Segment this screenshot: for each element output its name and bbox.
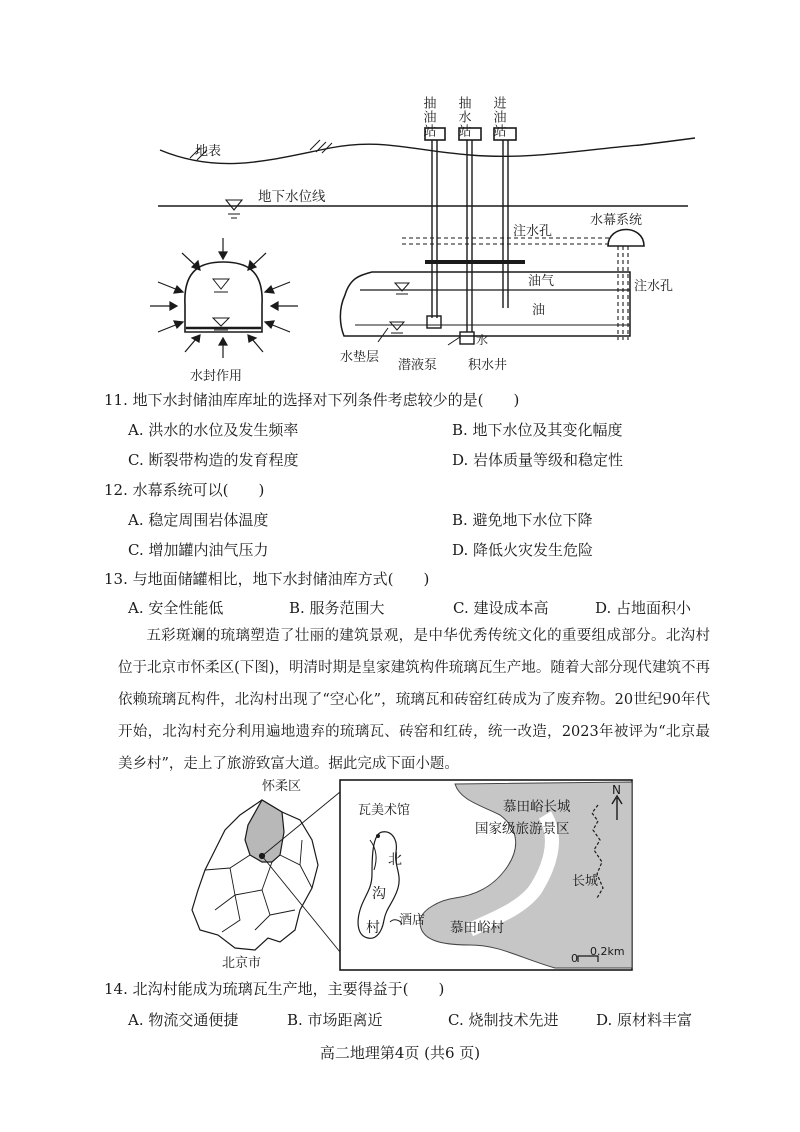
water-pump-station-label: 抽水站 xyxy=(455,96,471,138)
q12-stem: 12. 水幕系统可以( ) xyxy=(104,481,265,499)
oil-in-station-label: 进油站 xyxy=(490,96,506,138)
q11-option-c[interactable]: C. 断裂带构造的发育程度 xyxy=(128,451,299,469)
q13-option-d[interactable]: D. 占地面积小 xyxy=(595,599,692,617)
q14-option-b[interactable]: B. 市场距离近 xyxy=(287,1011,383,1029)
water-curtain-label: 水幕系统 xyxy=(590,213,643,228)
q12-option-d[interactable]: D. 降低火灾发生危险 xyxy=(452,541,594,559)
q13-option-c[interactable]: C. 建设成本高 xyxy=(453,599,549,617)
q14-option-a[interactable]: A. 物流交通便捷 xyxy=(128,1011,239,1029)
passage-body: 五彩斑斓的琉璃塑造了壮丽的建筑景观，是中华优秀传统文化的重要组成部分。北沟村位于北京市怀柔区(下图)，明清时期是皇家建筑构件琉璃瓦生产地。随着大部分现代建筑不再依赖琉璃瓦构件，北沟村出现了“空心化”，琉璃瓦和砖窑红砖成为了废弃物。20世纪90年代开始，北沟村充分利用遍地遗弃的琉璃瓦、砖窑和红砖，统一改造，2023年被评为“北京最美乡村”，走上了旅游致富大道。据此完成下面小题。 xyxy=(118,628,710,772)
q13-option-a[interactable]: A. 安全性能低 xyxy=(128,599,224,617)
water-seal-label: 水封作用 xyxy=(190,369,243,384)
scenic-label-2: 国家级旅游景区 xyxy=(475,821,570,837)
oil-pump-station-label: 抽油站 xyxy=(420,96,436,138)
scale-zero-label: 0 xyxy=(571,952,578,965)
bei-label: 北 xyxy=(388,852,402,868)
q14-stem: 14. 北沟村能成为琉璃瓦生产地，主要得益于( ) xyxy=(104,980,445,998)
ground-surface-line xyxy=(160,138,695,164)
injection-hole-horizontal xyxy=(402,238,612,244)
q13-option-b[interactable]: B. 服务范围大 xyxy=(289,599,385,617)
beijing-label: 北京市 xyxy=(222,956,262,971)
submersible-pump-label: 潜液泵 xyxy=(398,358,438,373)
sump-well-box xyxy=(460,332,474,344)
q11-option-d[interactable]: D. 岩体质量等级和稳定性 xyxy=(452,451,624,469)
oil-cavern xyxy=(340,272,630,336)
gou-label: 沟 xyxy=(372,886,386,902)
q14-option-c[interactable]: C. 烧制技术先进 xyxy=(448,1011,559,1029)
passage-text xyxy=(118,620,710,780)
tile-museum-label: 瓦美术馆 xyxy=(358,803,411,818)
huairou-label: 怀柔区 xyxy=(262,779,302,794)
q12-option-c[interactable]: C. 增加罐内油气压力 xyxy=(128,541,269,559)
submersible-pump-box xyxy=(427,316,441,328)
q11-option-b[interactable]: B. 地下水位及其变化幅度 xyxy=(452,421,623,439)
q12-option-b[interactable]: B. 避免地下水位下降 xyxy=(452,511,593,529)
water-curtain-dome xyxy=(608,230,644,247)
mutianyu-village-label: 慕田峪村 xyxy=(450,920,504,936)
scale-label: 0.2km xyxy=(590,945,625,958)
great-wall-label: 长城 xyxy=(572,874,599,889)
q11-option-a[interactable]: A. 洪水的水位及发生频率 xyxy=(128,421,299,439)
water-cushion-label: 水垫层 xyxy=(340,350,380,365)
page-footer: 高二地理第4页 (共6 页) xyxy=(319,1044,481,1062)
q14-option-d[interactable]: D. 原材料丰富 xyxy=(596,1011,693,1029)
injection-hole-label-1: 注水孔 xyxy=(513,224,553,239)
huairou-district xyxy=(245,800,284,862)
q13-stem: 13. 与地面储罐相比，地下水封储油库方式( ) xyxy=(104,570,430,588)
beigou-map xyxy=(0,770,800,975)
cun-label: 村 xyxy=(366,920,380,936)
sump-well-label: 积水井 xyxy=(468,358,508,373)
oil-gas-label: 油气 xyxy=(528,274,555,289)
injection-hole-vertical xyxy=(618,246,628,340)
water-label: 水 xyxy=(476,333,489,347)
hotel-label: 酒店 xyxy=(399,913,426,928)
water-table-label: 地下水位线 xyxy=(258,189,326,205)
north-label: N xyxy=(612,783,621,797)
surface-label: 地表 xyxy=(195,144,222,159)
oil-label: 油 xyxy=(532,303,546,318)
water-seal-cavern xyxy=(185,262,262,332)
q11-stem: 11. 地下水封储油库库址的选择对下列条件考虑较少的是( ) xyxy=(104,391,520,409)
q12-option-a[interactable]: A. 稳定周围岩体温度 xyxy=(128,511,269,529)
water-level-symbol xyxy=(226,200,242,218)
oil-depot-diagram xyxy=(0,0,800,390)
scenic-label-1: 慕田峪长城 xyxy=(503,799,571,815)
injection-hole-label-2: 注水孔 xyxy=(634,279,674,294)
